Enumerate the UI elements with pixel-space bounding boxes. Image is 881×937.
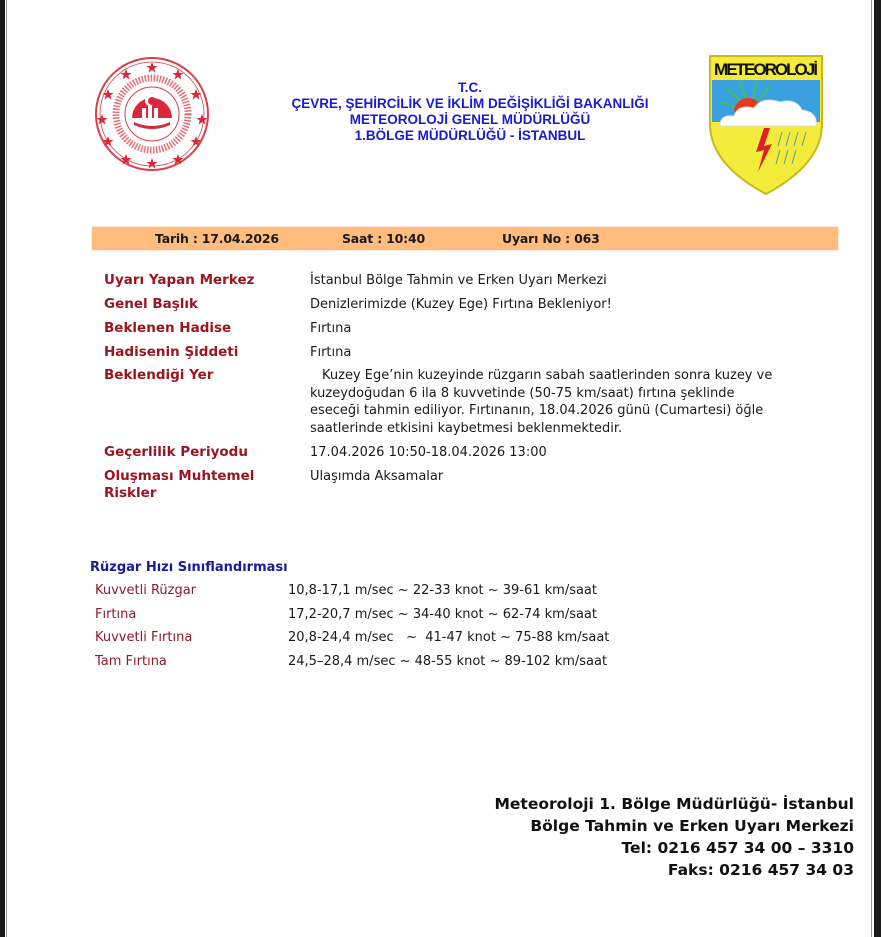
wind-classification-title: Rüzgar Hızı Sınıflandırması (90, 560, 288, 575)
warning-time: Saat : 10:40 (342, 231, 425, 246)
footer-center: Bölge Tahmin ve Erken Uyarı Merkezi (530, 817, 854, 835)
footer-fax: Faks: 0216 457 34 03 (667, 861, 854, 879)
wind-class-name: Kuvvetli Rüzgar (95, 583, 197, 598)
detail-value: Fırtına (310, 321, 352, 336)
wind-class-name: Fırtına (95, 607, 137, 622)
header-ministry: ÇEVRE, ŞEHİRCİLİK VE İKLİM DEĞİŞİKLİĞİ BAKANLIĞI (291, 96, 649, 111)
detail-label: Beklendiği Yer (104, 367, 214, 383)
ministry-seal-icon (94, 56, 210, 172)
warning-number: Uyarı No : 063 (502, 231, 600, 246)
detail-label: Oluşması Muhtemel Riskler (104, 468, 255, 501)
detail-value: Fırtına (310, 345, 352, 360)
detail-value: Denizlerimizde (Kuzey Ege) Fırtına Bekleniyor! (310, 297, 612, 312)
warning-info-bar (92, 227, 838, 250)
wind-class-value: 20,8-24,4 m/sec ~ 41-47 knot ~ 75-88 km/saat (288, 630, 610, 645)
wind-class-value: 10,8-17,1 m/sec ~ 22-33 knot ~ 39-61 km/saat (288, 583, 597, 598)
wind-class-name: Kuvvetli Fırtına (95, 630, 193, 645)
meteoroloji-logo-icon (706, 54, 826, 196)
detail-label: Hadisenin Şiddeti (104, 344, 239, 360)
detail-value: Ulaşımda Aksamalar (310, 469, 444, 484)
header-region: 1.BÖLGE MÜDÜRLÜĞÜ - İSTANBUL (354, 128, 586, 143)
wind-row (0, 654, 881, 674)
detail-label: Uyarı Yapan Merkez (104, 272, 255, 288)
contact-footer (494, 793, 854, 881)
wind-row (0, 607, 881, 627)
ministry-header (260, 80, 680, 144)
wind-class-name: Tam Fırtına (95, 654, 167, 669)
wind-row (0, 583, 881, 603)
header-tc: T.C. (457, 80, 482, 95)
detail-label: Geçerlilik Periyodu (104, 444, 248, 460)
wind-class-value: 17,2-20,7 m/sec ~ 34-40 knot ~ 62-74 km/saat (288, 607, 597, 622)
detail-label: Beklenen Hadise (104, 320, 232, 336)
warning-date: Tarih : 17.04.2026 (155, 231, 279, 246)
wind-row (0, 630, 881, 650)
detail-value: İstanbul Bölge Tahmin ve Erken Uyarı Merkezi (310, 273, 607, 288)
wind-class-value: 24,5–28,4 m/sec ~ 48-55 knot ~ 89-102 km/saat (288, 654, 608, 669)
svg-text:METEOROLOJİ: METEOROLOJİ (714, 60, 818, 79)
detail-value: Kuzey Ege’nin kuzeyinde rüzgarın sabah saatlerinden sonra kuzey ve kuzeydoğudan 6 ila 8 kuvvetinde (50-75 km/saat) fırtına şeklinde eseceği tahmin ediliyor. Fırtınanın, 18.04.2026 günü (Cumartesi) öğle saatlerinde etkisini kaybetmesi beklenmektedir. (310, 368, 773, 436)
header-directorate: METEOROLOJİ GENEL MÜDÜRLÜĞÜ (349, 112, 591, 127)
page-edge-left (0, 0, 5, 937)
detail-value: 17.04.2026 10:50-18.04.2026 13:00 (310, 445, 547, 460)
detail-label: Genel Başlık (104, 296, 198, 312)
footer-phone: Tel: 0216 457 34 00 – 3310 (621, 839, 854, 857)
page-edge-right (874, 0, 881, 937)
footer-office: Meteoroloji 1. Bölge Müdürlüğü- İstanbul (494, 795, 854, 813)
